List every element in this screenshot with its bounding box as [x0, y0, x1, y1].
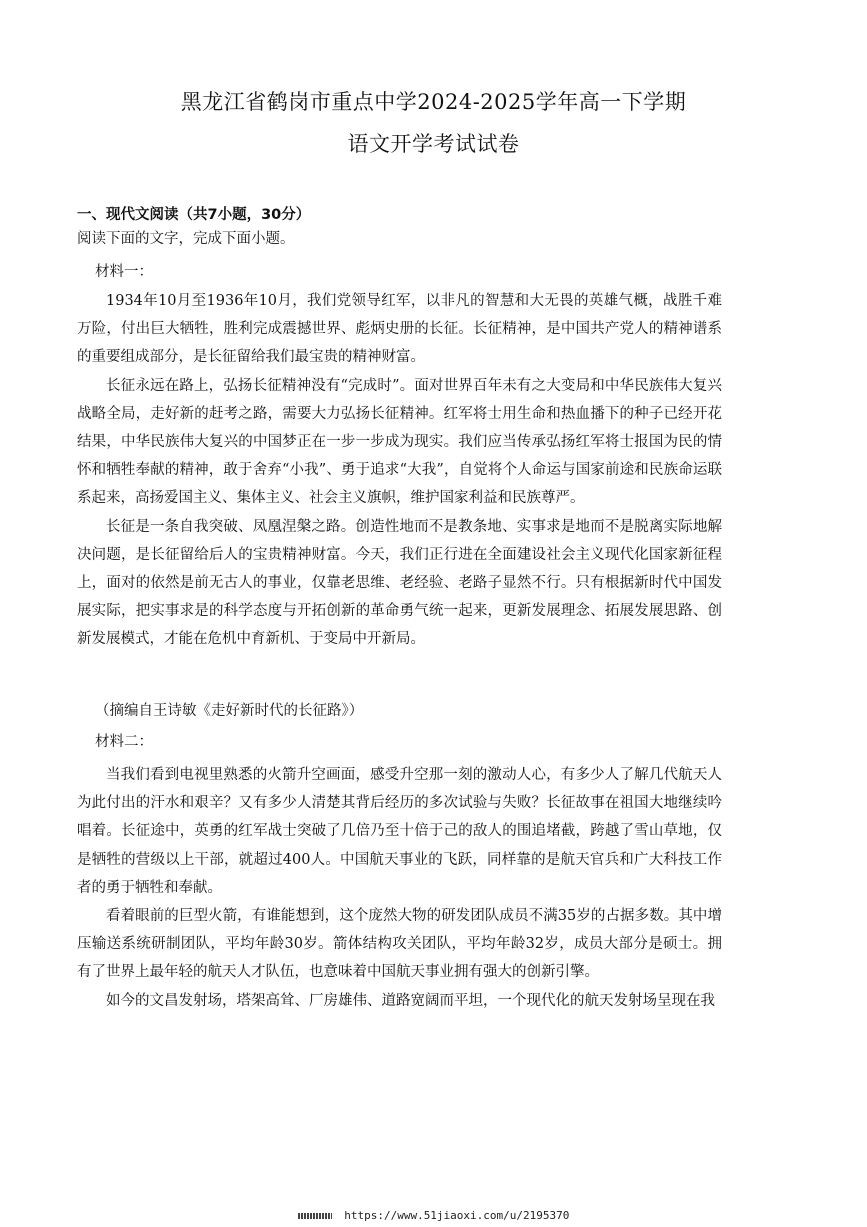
page-footer [0, 1209, 867, 1222]
material1-label: 材料一： [95, 264, 153, 280]
exam-title-line2: 语文开学考试试卷 [347, 132, 520, 156]
footer-url-link[interactable]: https://www.51jiaoxi.com/u/2195370 [344, 1209, 570, 1222]
material2-label: 材料二： [95, 734, 153, 750]
material1-paragraph: 长征永远在路上，弘扬长征精神没有“完成时”。面对世界百年未有之大变局和中华民族伟大复兴战略全局，走好新的赶考之路，需要大力弘扬长征精神。红军将士用生命和热血播下的种子已经开花结果，中华民族伟大复兴的中国梦正在一步一步成为现实。我们应当传承弘扬红军将士报国为民的情怀和牺牲奉献的精神，敢于舍弃“小我”、勇于追求“大我”，自觉将个人命运与国家前途和民族命运联系起来，高扬爱国主义、集体主义、社会主义旗帜，维护国家利益和民族尊严。 [77, 377, 722, 507]
material2-paragraph: 看着眼前的巨型火箭，有谁能想到，这个庞然大物的研发团队成员不满35岁的占据多数。其中增压输送系统研制团队，平均年龄30岁。箭体结构攻关团队，平均年龄32岁，成员大部分是硕士。拥有了世界上最年轻的航天人才队伍，也意味着中国航天事业拥有强大的创新引擎。 [77, 908, 722, 981]
material1-paragraph: 1934年10月至1936年10月，我们党领导红军，以非凡的智慧和大无畏的英雄气概，战胜千难万险，付出巨大牺牲，胜利完成震撼世界、彪炳史册的长征。长征精神，是中国共产党人的精神谱系的重要组成部分，是长征留给我们最宝贵的精神财富。 [77, 293, 722, 366]
material2-paragraph: 如今的文昌发射场，塔架高耸、厂房雄伟、道路宽阔而平坦，一个现代化的航天发射场呈现在我 [106, 992, 715, 1009]
reading-instruction: 阅读下面的文字，完成下面小题。 [77, 231, 295, 247]
material1-paragraph: 长征是一条自我突破、凤凰涅槃之路。创造性地而不是教条地、实事求是地而不是脱离实际地解决问题，是长征留给后人的宝贵精神财富。今天，我们正行进在全面建设社会主义现代化国家新征程上，面对的依然是前无古人的事业，仅靠老思维、老经验、老路子显然不行。只有根据新时代中国发展实际，把实事求是的科学态度与开拓创新的革命勇气统一起来，更新发展理念、拓展发展思路、创新发展模式，才能在危机中育新机、于变局中开新局。 [77, 518, 722, 648]
material2-paragraph: 当我们看到电视里熟悉的火箭升空画面，感受升空那一刻的激动人心，有多少人了解几代航天人为此付出的汗水和艰辛？又有多少人清楚其背后经历的多次试验与失败？长征故事在祖国大地继续吟唱着。长征途中，英勇的红军战士突破了几倍乃至十倍于己的敌人的围追堵截，跨越了雪山草地，仅是牺牲的营级以上干部，就超过400人。中国航天事业的飞跃，同样靠的是航天官兵和广大科技工作者的勇于牺牲和奉献。 [77, 767, 722, 896]
exam-title-line1: 黑龙江省鹤岗市重点中学2024-2025学年高一下学期 [180, 90, 687, 114]
material2-body [77, 761, 722, 1015]
material1-source: （摘编自王诗敏《走好新时代的长征路》） [95, 703, 364, 719]
material1-body [77, 287, 722, 654]
section-heading: 一、现代文阅读（共7小题，30分） [77, 207, 311, 223]
site-logo-icon [298, 1213, 332, 1219]
